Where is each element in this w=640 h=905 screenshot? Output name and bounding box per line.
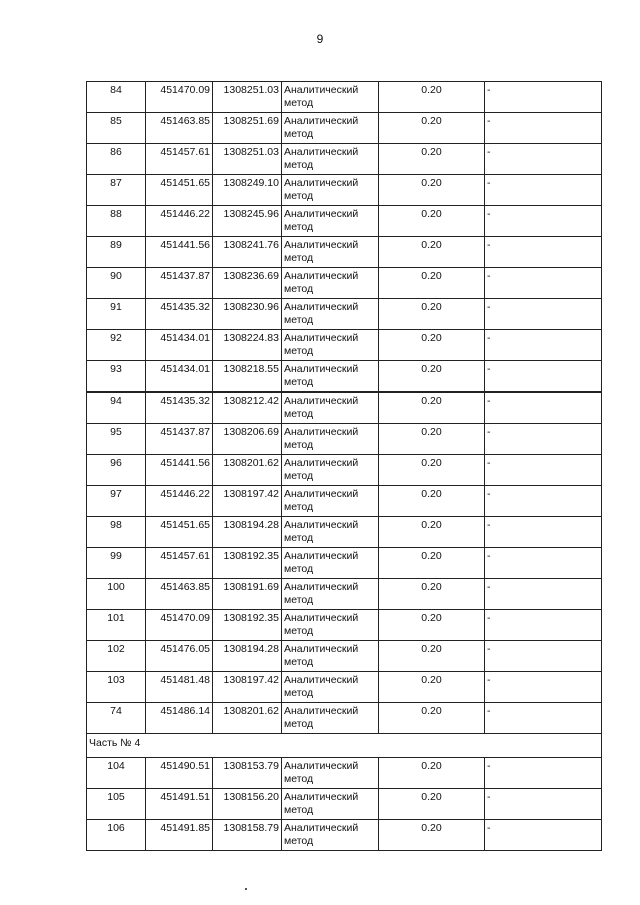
- table-row: [87, 789, 602, 820]
- method-line-1: Аналитический: [284, 643, 359, 655]
- note-value: -: [485, 82, 602, 113]
- point-number: 94: [87, 393, 146, 424]
- table-row: [87, 641, 602, 672]
- method-line-1: Аналитический: [284, 239, 359, 251]
- method-line-2: метод: [284, 190, 314, 202]
- method-cell: [282, 820, 379, 851]
- note-value: -: [485, 144, 602, 175]
- method-cell: [282, 758, 379, 789]
- method-cell: [282, 672, 379, 703]
- x-coordinate: 451446.22: [146, 486, 213, 517]
- x-coordinate: 451470.09: [146, 610, 213, 641]
- y-coordinate: 1308197.42: [213, 486, 282, 517]
- point-number: 104: [87, 758, 146, 789]
- method-cell: [282, 330, 379, 361]
- y-coordinate: 1308192.35: [213, 610, 282, 641]
- y-coordinate: 1308206.69: [213, 424, 282, 455]
- method-cell: [282, 237, 379, 268]
- y-coordinate: 1308245.96: [213, 206, 282, 237]
- method-line-1: Аналитический: [284, 208, 359, 220]
- x-coordinate: 451451.65: [146, 175, 213, 206]
- table-row: [87, 361, 602, 392]
- table-row: [87, 424, 602, 455]
- method-line-1: Аналитический: [284, 332, 359, 344]
- point-number: 88: [87, 206, 146, 237]
- note-value: -: [485, 641, 602, 672]
- tolerance-value: 0.20: [379, 82, 485, 113]
- point-number: 102: [87, 641, 146, 672]
- y-coordinate: 1308191.69: [213, 579, 282, 610]
- x-coordinate: 451446.22: [146, 206, 213, 237]
- tolerance-value: 0.20: [379, 237, 485, 268]
- tolerance-value: 0.20: [379, 641, 485, 672]
- point-number: 89: [87, 237, 146, 268]
- method-line-1: Аналитический: [284, 426, 359, 438]
- point-number: 101: [87, 610, 146, 641]
- point-number: 87: [87, 175, 146, 206]
- method-cell: [282, 268, 379, 299]
- y-coordinate: 1308251.03: [213, 144, 282, 175]
- x-coordinate: 451441.56: [146, 455, 213, 486]
- part-label: Часть № 4: [87, 734, 602, 758]
- method-cell: [282, 517, 379, 548]
- table-row: [87, 237, 602, 268]
- note-value: -: [485, 486, 602, 517]
- method-line-2: метод: [284, 656, 314, 668]
- method-cell: [282, 206, 379, 237]
- tolerance-value: 0.20: [379, 548, 485, 579]
- method-line-2: метод: [284, 470, 314, 482]
- method-line-1: Аналитический: [284, 363, 359, 375]
- table-row: [87, 610, 602, 641]
- tolerance-value: 0.20: [379, 820, 485, 851]
- table-row: [87, 579, 602, 610]
- tolerance-value: 0.20: [379, 610, 485, 641]
- point-number: 106: [87, 820, 146, 851]
- y-coordinate: 1308249.10: [213, 175, 282, 206]
- tolerance-value: 0.20: [379, 455, 485, 486]
- note-value: -: [485, 517, 602, 548]
- method-cell: [282, 486, 379, 517]
- x-coordinate: 451476.05: [146, 641, 213, 672]
- method-line-2: метод: [284, 283, 314, 295]
- method-line-2: метод: [284, 345, 314, 357]
- point-number: 85: [87, 113, 146, 144]
- note-value: -: [485, 299, 602, 330]
- method-line-2: метод: [284, 221, 314, 233]
- method-cell: [282, 82, 379, 113]
- table-row: [87, 175, 602, 206]
- x-coordinate: 451435.32: [146, 299, 213, 330]
- method-line-2: метод: [284, 532, 314, 544]
- method-line-2: метод: [284, 97, 314, 109]
- point-number: 95: [87, 424, 146, 455]
- method-cell: [282, 579, 379, 610]
- tolerance-value: 0.20: [379, 789, 485, 820]
- method-cell: [282, 610, 379, 641]
- method-cell: [282, 789, 379, 820]
- note-value: -: [485, 424, 602, 455]
- note-value: -: [485, 237, 602, 268]
- y-coordinate: 1308218.55: [213, 361, 282, 392]
- x-coordinate: 451491.85: [146, 820, 213, 851]
- method-line-2: метод: [284, 408, 314, 420]
- x-coordinate: 451470.09: [146, 82, 213, 113]
- x-coordinate: 451434.01: [146, 330, 213, 361]
- table-row: [87, 486, 602, 517]
- y-coordinate: 1308153.79: [213, 758, 282, 789]
- table-row: [87, 672, 602, 703]
- method-cell: [282, 299, 379, 330]
- point-number: 96: [87, 455, 146, 486]
- note-value: -: [485, 330, 602, 361]
- method-line-1: Аналитический: [284, 146, 359, 158]
- method-line-1: Аналитический: [284, 822, 359, 834]
- method-line-1: Аналитический: [284, 395, 359, 407]
- part-header-row: [87, 734, 602, 758]
- point-number: 86: [87, 144, 146, 175]
- method-line-2: метод: [284, 159, 314, 171]
- method-line-2: метод: [284, 501, 314, 513]
- method-line-2: метод: [284, 804, 314, 816]
- x-coordinate: 451490.51: [146, 758, 213, 789]
- tolerance-value: 0.20: [379, 268, 485, 299]
- y-coordinate: 1308158.79: [213, 820, 282, 851]
- method-line-1: Аналитический: [284, 612, 359, 624]
- table-row: [87, 703, 602, 734]
- note-value: -: [485, 206, 602, 237]
- tolerance-value: 0.20: [379, 517, 485, 548]
- point-number: 93: [87, 361, 146, 392]
- method-line-2: метод: [284, 439, 314, 451]
- method-line-2: метод: [284, 718, 314, 730]
- x-coordinate: 451434.01: [146, 361, 213, 392]
- method-line-1: Аналитический: [284, 270, 359, 282]
- note-value: -: [485, 548, 602, 579]
- note-value: -: [485, 789, 602, 820]
- y-coordinate: 1308241.76: [213, 237, 282, 268]
- table-row: [87, 299, 602, 330]
- method-line-1: Аналитический: [284, 760, 359, 772]
- x-coordinate: 451435.32: [146, 393, 213, 424]
- table-row: [87, 113, 602, 144]
- y-coordinate: 1308194.28: [213, 517, 282, 548]
- y-coordinate: 1308230.96: [213, 299, 282, 330]
- x-coordinate: 451486.14: [146, 703, 213, 734]
- point-number: 92: [87, 330, 146, 361]
- tolerance-value: 0.20: [379, 672, 485, 703]
- x-coordinate: 451437.87: [146, 424, 213, 455]
- tolerance-value: 0.20: [379, 361, 485, 392]
- method-line-1: Аналитический: [284, 674, 359, 686]
- coordinates-table-2: [86, 392, 602, 851]
- note-value: -: [485, 703, 602, 734]
- point-number: 99: [87, 548, 146, 579]
- note-value: -: [485, 820, 602, 851]
- note-value: -: [485, 175, 602, 206]
- x-coordinate: 451463.85: [146, 113, 213, 144]
- y-coordinate: 1308212.42: [213, 393, 282, 424]
- x-coordinate: 451457.61: [146, 144, 213, 175]
- tolerance-value: 0.20: [379, 703, 485, 734]
- y-coordinate: 1308192.35: [213, 548, 282, 579]
- table-row: [87, 455, 602, 486]
- y-coordinate: 1308236.69: [213, 268, 282, 299]
- y-coordinate: 1308251.69: [213, 113, 282, 144]
- method-line-2: метод: [284, 773, 314, 785]
- method-cell: [282, 144, 379, 175]
- method-line-2: метод: [284, 563, 314, 575]
- x-coordinate: 451491.51: [146, 789, 213, 820]
- point-number: 105: [87, 789, 146, 820]
- method-cell: [282, 703, 379, 734]
- method-line-1: Аналитический: [284, 581, 359, 593]
- method-line-2: метод: [284, 625, 314, 637]
- y-coordinate: 1308201.62: [213, 455, 282, 486]
- method-line-1: Аналитический: [284, 488, 359, 500]
- method-cell: [282, 175, 379, 206]
- method-line-2: метод: [284, 252, 314, 264]
- x-coordinate: 451481.48: [146, 672, 213, 703]
- table-row: [87, 758, 602, 789]
- note-value: -: [485, 610, 602, 641]
- y-coordinate: 1308156.20: [213, 789, 282, 820]
- point-number: 97: [87, 486, 146, 517]
- table-row: [87, 144, 602, 175]
- method-line-1: Аналитический: [284, 705, 359, 717]
- point-number: 98: [87, 517, 146, 548]
- method-cell: [282, 548, 379, 579]
- x-coordinate: 451437.87: [146, 268, 213, 299]
- method-cell: [282, 424, 379, 455]
- point-number: 74: [87, 703, 146, 734]
- table-row: [87, 517, 602, 548]
- note-value: -: [485, 758, 602, 789]
- coordinates-table-1: [86, 81, 602, 392]
- x-coordinate: 451457.61: [146, 548, 213, 579]
- y-coordinate: 1308224.83: [213, 330, 282, 361]
- tolerance-value: 0.20: [379, 175, 485, 206]
- tolerance-value: 0.20: [379, 113, 485, 144]
- method-line-2: метод: [284, 594, 314, 606]
- method-cell: [282, 113, 379, 144]
- tolerance-value: 0.20: [379, 758, 485, 789]
- note-value: -: [485, 113, 602, 144]
- method-line-2: метод: [284, 128, 314, 140]
- tolerance-value: 0.20: [379, 206, 485, 237]
- tolerance-value: 0.20: [379, 579, 485, 610]
- method-cell: [282, 641, 379, 672]
- x-coordinate: 451463.85: [146, 579, 213, 610]
- method-line-1: Аналитический: [284, 115, 359, 127]
- table-row: [87, 330, 602, 361]
- method-line-1: Аналитический: [284, 177, 359, 189]
- point-number: 100: [87, 579, 146, 610]
- tolerance-value: 0.20: [379, 330, 485, 361]
- table-row: [87, 82, 602, 113]
- scan-speck: [245, 888, 247, 890]
- point-number: 91: [87, 299, 146, 330]
- note-value: -: [485, 268, 602, 299]
- method-line-1: Аналитический: [284, 84, 359, 96]
- tolerance-value: 0.20: [379, 299, 485, 330]
- method-line-1: Аналитический: [284, 550, 359, 562]
- y-coordinate: 1308251.03: [213, 82, 282, 113]
- note-value: -: [485, 579, 602, 610]
- method-line-2: метод: [284, 687, 314, 699]
- method-cell: [282, 455, 379, 486]
- table-row: [87, 268, 602, 299]
- note-value: -: [485, 455, 602, 486]
- table-row: [87, 820, 602, 851]
- method-line-1: Аналитический: [284, 791, 359, 803]
- method-cell: [282, 393, 379, 424]
- method-line-1: Аналитический: [284, 301, 359, 313]
- method-line-1: Аналитический: [284, 457, 359, 469]
- note-value: -: [485, 361, 602, 392]
- table-row: [87, 548, 602, 579]
- method-line-2: метод: [284, 835, 314, 847]
- tolerance-value: 0.20: [379, 393, 485, 424]
- y-coordinate: 1308194.28: [213, 641, 282, 672]
- method-line-2: метод: [284, 314, 314, 326]
- method-line-2: метод: [284, 376, 314, 388]
- table-row: [87, 393, 602, 424]
- tolerance-value: 0.20: [379, 486, 485, 517]
- tolerance-value: 0.20: [379, 144, 485, 175]
- y-coordinate: 1308201.62: [213, 703, 282, 734]
- page-number: 9: [316, 32, 324, 46]
- point-number: 84: [87, 82, 146, 113]
- method-cell: [282, 361, 379, 392]
- table-row: [87, 206, 602, 237]
- note-value: -: [485, 393, 602, 424]
- tolerance-value: 0.20: [379, 424, 485, 455]
- point-number: 90: [87, 268, 146, 299]
- note-value: -: [485, 672, 602, 703]
- x-coordinate: 451451.65: [146, 517, 213, 548]
- point-number: 103: [87, 672, 146, 703]
- x-coordinate: 451441.56: [146, 237, 213, 268]
- y-coordinate: 1308197.42: [213, 672, 282, 703]
- method-line-1: Аналитический: [284, 519, 359, 531]
